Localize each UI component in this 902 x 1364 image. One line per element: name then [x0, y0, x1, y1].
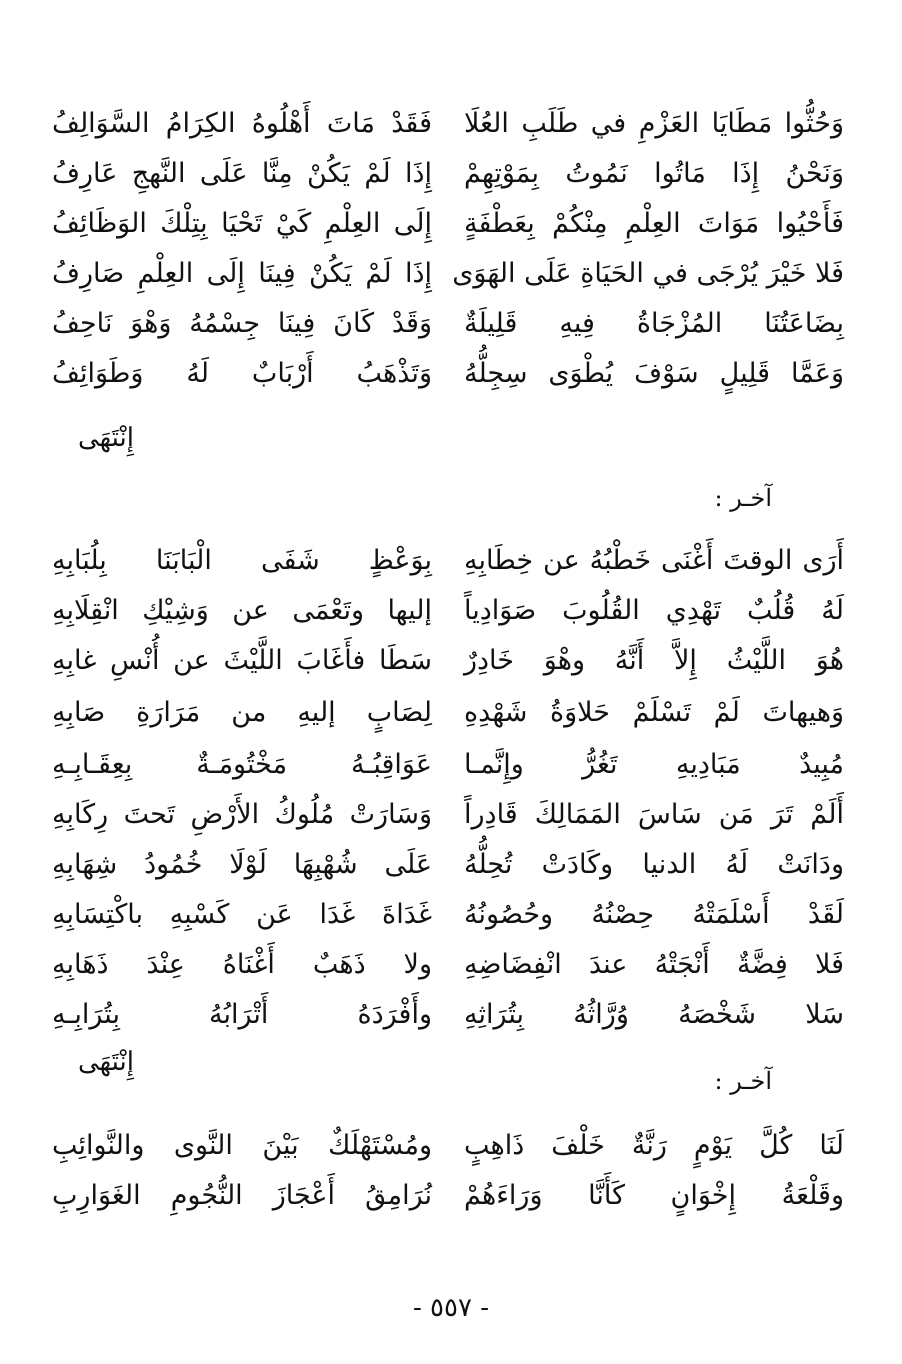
page-number: - ٥٥٧ - — [412, 1293, 490, 1323]
verse-s2-10-first-hemistich: سَلا شَخْصَهُ وُرَّاثُهُ بِتُرَاثِهِ — [464, 999, 844, 1030]
verse-s3-1-second-hemistich: ومُسْتَهْلَكٌ بَيْنَ النَّوى والنَّوائِبِ — [52, 1130, 432, 1161]
section-heading-other-1: آخـر : — [714, 484, 772, 512]
verse-s2-9-second-hemistich: ولا ذَهَبٌ أَغْنَاهُ عِنْدَ ذَهَابِهِ — [52, 949, 432, 980]
verse-s2-3-first-hemistich: هُوَ اللَّيْثُ إِلاَّ أَنَّهُ وهْوَ خَادِرٌ — [464, 645, 844, 676]
verse-4-first-hemistich: فَلا خَيْرَ يُرْجَى في الحَيَاةِ عَلَى الهَوَى — [452, 258, 844, 289]
verse-s2-6-first-hemistich: أَلَمْ تَرَ مَن سَاسَ المَمَالِكَ قَادِراً — [464, 799, 844, 830]
verse-1-first-hemistich: وَحُثُّوا مَطَايَا العَزْمِ في طَلَبِ العُلَا — [464, 108, 844, 139]
verse-5-second-hemistich: وَقَدْ كَانَ فِينَا جِسْمُهُ وَهْوَ نَاحِفُ — [52, 308, 432, 339]
verse-s2-2-first-hemistich: لَهُ قُلُبٌ تَهْدِي القُلُوبَ صَوَادِياً — [464, 595, 844, 626]
verse-s2-4-second-hemistich: لِصَابٍ إليهِ من مَرَارَةِ صَابِهِ — [52, 697, 432, 728]
verse-s3-2-second-hemistich: نُرَامِقُ أَعْجَازَ النُّجُومِ الغَوَارِبِ — [52, 1180, 432, 1211]
verse-s2-10-second-hemistich: وأَفْرَدَهُ أَتْرَابُهُ بِتُرَابِـهِ — [52, 999, 432, 1030]
verse-1-second-hemistich: فَقَدْ مَاتَ أَهْلُوهُ الكِرَامُ السَّوَالِفُ — [52, 108, 432, 139]
verse-3-first-hemistich: فَأَحْيُوا مَوَاتَ العِلْمِ مِنْكُمْ بِعَطْفَةٍ — [464, 208, 844, 239]
verse-5-first-hemistich: بِضَاعَتُنَا المُزْجَاةُ فِيهِ قَلِيلَةٌ — [464, 308, 844, 339]
verse-s2-5-second-hemistich: عَوَاقِبُـهُ مَخْتُومَـةٌ بِعِقَـابِـهِ — [52, 749, 432, 780]
verse-s2-3-second-hemistich: سَطَا فأَغَابَ اللَّيْثَ عن أُنْسِ غابِهِ — [52, 645, 432, 676]
verse-s2-1-first-hemistich: أَرَى الوقتَ أَغْنَى خَطْبُهُ عن خِطَابِهِ — [464, 545, 844, 576]
verse-s2-7-first-hemistich: ودَانَتْ لَهُ الدنيا وكَادَتْ تُحِلُّهُ — [464, 849, 844, 880]
verse-s2-9-first-hemistich: فَلا فِضَّةٌ أَنْجَتْهُ عندَ انْفِضَاضِهِ — [464, 949, 844, 980]
verse-6-second-hemistich: وَتَذْهَبُ أَرْبَابٌ لَهُ وَطَوَائِفُ — [52, 358, 432, 389]
end-note-1: إِنْتَهَى — [78, 423, 134, 453]
verse-4-second-hemistich: إِذَا لَمْ يَكُنْ فِينَا إِلَى العِلْمِ صَارِفُ — [52, 258, 432, 289]
section-heading-other-2: آخـر : — [714, 1067, 772, 1095]
verse-s2-4-first-hemistich: وَهيهاتَ لَمْ تَسْلَمْ حَلاوَةُ شَهْدِهِ — [464, 697, 844, 728]
verse-s2-6-second-hemistich: وَسَارَتْ مُلُوكُ الأَرْضِ تَحتَ رِكَابِهِ — [52, 799, 432, 830]
verse-2-first-hemistich: وَنَحْنُ إِذَا مَاتُوا نَمُوتُ بِمَوْتِهِمْ — [464, 158, 844, 189]
verse-s3-2-first-hemistich: وقَلْعَةُ إِخْوَانٍ كَأَنَّا وَرَاءَهُمْ — [464, 1180, 844, 1211]
verse-s2-1-second-hemistich: بِوَعْظٍ شَفَى الْبَابَنَا بِلُبَابِهِ — [52, 545, 432, 576]
verse-s2-5-first-hemistich: مُبِيدٌ مَبَادِيهِ تَغُرُّ وإِنَّمـا — [464, 749, 844, 780]
verse-s3-1-first-hemistich: لَنَا كُلَّ يَوْمٍ رَنَّةٌ خَلْفَ ذَاهِبٍ — [464, 1130, 844, 1161]
verse-s2-8-first-hemistich: لَقَدْ أَسْلَمَتْهُ حِصْنُهُ وحُصُونُهُ — [464, 899, 844, 930]
verse-s2-2-second-hemistich: إليها وتَعْمَى عن وَشِيْكِ انْقِلَابِهِ — [52, 595, 432, 626]
verse-s2-7-second-hemistich: عَلَى شُهْبِهَا لَوْلَا خُمُودُ شِهَابِهِ — [52, 849, 432, 880]
end-note-2: إِنْتَهَى — [78, 1047, 134, 1077]
verse-s2-8-second-hemistich: غَدَاةَ غَدَا عَن كَسْبِهِ باكْتِسَابِهِ — [52, 899, 432, 930]
verse-2-second-hemistich: إِذَا لَمْ يَكُنْ مِنَّا عَلَى النَّهجِ عَارِفُ — [52, 158, 432, 189]
verse-6-first-hemistich: وَعَمَّا قَلِيلٍ سَوْفَ يُطْوَى سِجِلُّهُ — [464, 358, 844, 389]
verse-3-second-hemistich: إِلَى العِلْمِ كَيْ تَحْيَا بِتِلْكَ الوَظَائِفُ — [52, 208, 432, 239]
